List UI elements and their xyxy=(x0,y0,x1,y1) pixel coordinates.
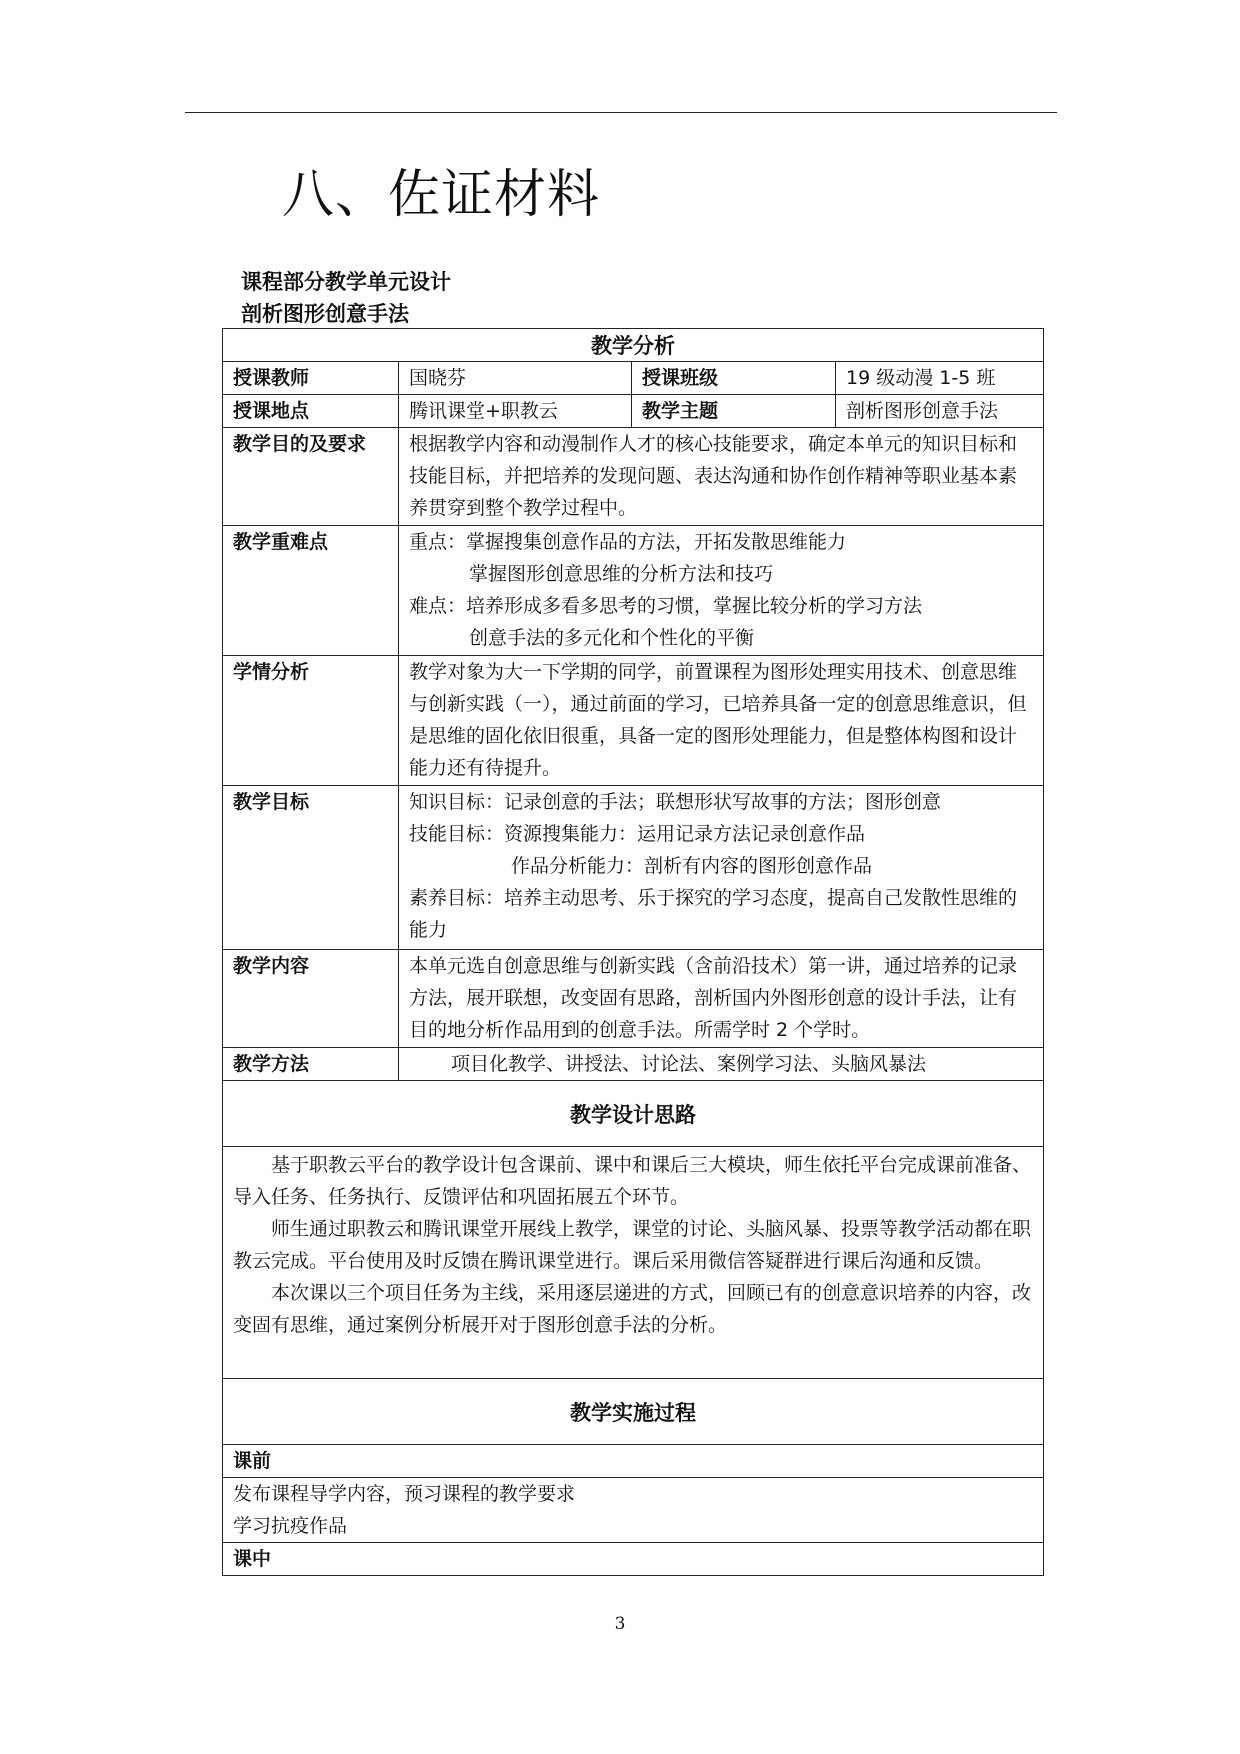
page-number: 3 xyxy=(614,1614,626,1634)
subtitle-unit-design: 课程部分教学单元设计 xyxy=(241,270,451,294)
before-class-item: 学习抗疫作品 xyxy=(233,1515,348,1537)
teacher-value: 国晓芬 xyxy=(399,362,632,395)
before-class-label: 课前 xyxy=(223,1445,1044,1478)
section-heading: 八、佐证材料 xyxy=(282,165,601,225)
learner-row xyxy=(223,656,1044,786)
objectives-row xyxy=(223,786,1044,950)
methods-text: 项目化教学、讲授法、讨论法、案例学习法、头脑风暴法 xyxy=(399,1048,1044,1081)
before-class-row xyxy=(223,1445,1044,1478)
learner-text: 教学对象为大一下学期的同学，前置课程为图形处理实用技术、创意思维与创新实践（一），通过前面的学习，已培养具备一定的创意思维意识，但是思维的固化依旧很重，具备一定的图形处理能力，但是整体构图和设计能力还有待提升。 xyxy=(399,656,1044,786)
objective-line: 素养目标：培养主动思考、乐于探究的学习态度，提高自己发散性思维的能力 xyxy=(409,887,1018,941)
purpose-row xyxy=(223,428,1044,526)
theme-label: 教学主题 xyxy=(632,395,836,428)
keypoint-line: 掌握图形创意思维的分析方法和技巧 xyxy=(469,563,774,585)
design-title: 教学设计思路 xyxy=(223,1081,1044,1147)
header-rule xyxy=(185,112,1057,113)
keypoints-row xyxy=(223,526,1044,656)
objective-line: 作品分析能力：剖析有内容的图形创意作品 xyxy=(511,855,873,877)
before-class-item: 发布课程导学内容，预习课程的教学要求 xyxy=(233,1483,576,1505)
design-title-row xyxy=(223,1081,1044,1147)
methods-label: 教学方法 xyxy=(223,1048,399,1081)
content-text: 本单元选自创意思维与创新实践（含前沿技术）第一讲，通过培养的记录方法，展开联想，改变固有思路，剖析国内外图形创意的设计手法，让有目的地分析作品用到的创意手法。所需学时 2 个学时。 xyxy=(399,950,1044,1048)
content-label: 教学内容 xyxy=(223,950,399,1048)
place-value: 腾讯课堂+职教云 xyxy=(399,395,632,428)
place-label: 授课地点 xyxy=(223,395,399,428)
theme-value: 剖析图形创意手法 xyxy=(836,395,1044,428)
subtitle-topic: 剖析图形创意手法 xyxy=(241,302,409,326)
teacher-row xyxy=(223,362,1044,395)
design-body xyxy=(223,1147,1044,1379)
learner-label: 学情分析 xyxy=(223,656,399,786)
design-body-row xyxy=(223,1147,1044,1379)
objective-line: 技能目标：资源搜集能力：运用记录方法记录创意作品 xyxy=(409,823,866,845)
analysis-title: 教学分析 xyxy=(223,329,1044,362)
teaching-design-table xyxy=(222,328,1044,1576)
purpose-text: 根据教学内容和动漫制作人才的核心技能要求，确定本单元的知识目标和技能目标，并把培养的发现问题、表达沟通和协作创作精神等职业基本素养贯穿到整个教学过程中。 xyxy=(399,428,1044,526)
purpose-label: 教学目的及要求 xyxy=(223,428,399,526)
design-paragraph: 基于职教云平台的教学设计包含课前、课中和课后三大模块，师生依托平台完成课前准备、导入任务、任务执行、反馈评估和巩固拓展五个环节。 xyxy=(233,1154,1032,1208)
during-class-label: 课中 xyxy=(223,1543,1044,1576)
before-class-content-row xyxy=(223,1478,1044,1543)
design-paragraph: 本次课以三个项目任务为主线，采用逐层递进的方式，回顾已有的创意意识培养的内容，改变固有思维，通过案例分析展开对于图形创意手法的分析。 xyxy=(233,1282,1032,1336)
place-row xyxy=(223,395,1044,428)
teacher-label: 授课教师 xyxy=(223,362,399,395)
objectives-text xyxy=(399,786,1044,950)
methods-row xyxy=(223,1048,1044,1081)
class-label: 授课班级 xyxy=(632,362,836,395)
difficulty-line: 创意手法的多元化和个性化的平衡 xyxy=(469,627,755,649)
analysis-title-row xyxy=(223,329,1044,362)
objective-line: 知识目标：记录创意的手法；联想形状写故事的方法；图形创意 xyxy=(409,791,942,813)
keypoints-text xyxy=(399,526,1044,656)
class-value: 19 级动漫 1-5 班 xyxy=(836,362,1044,395)
process-title: 教学实施过程 xyxy=(223,1379,1044,1445)
during-class-row xyxy=(223,1543,1044,1576)
before-class-content xyxy=(223,1478,1044,1543)
design-paragraph: 师生通过职教云和腾讯课堂开展线上教学，课堂的讨论、头脑风暴、投票等教学活动都在职教云完成。平台使用及时反馈在腾讯课堂进行。课后采用微信答疑群进行课后沟通和反馈。 xyxy=(233,1218,1032,1272)
difficulty-line: 难点：培养形成多看多思考的习惯，掌握比较分析的学习方法 xyxy=(409,595,923,617)
process-title-row xyxy=(223,1379,1044,1445)
content-row xyxy=(223,950,1044,1048)
keypoints-label: 教学重难点 xyxy=(223,526,399,656)
objectives-label: 教学目标 xyxy=(223,786,399,950)
keypoint-line: 重点：掌握搜集创意作品的方法，开拓发散思维能力 xyxy=(409,531,847,553)
